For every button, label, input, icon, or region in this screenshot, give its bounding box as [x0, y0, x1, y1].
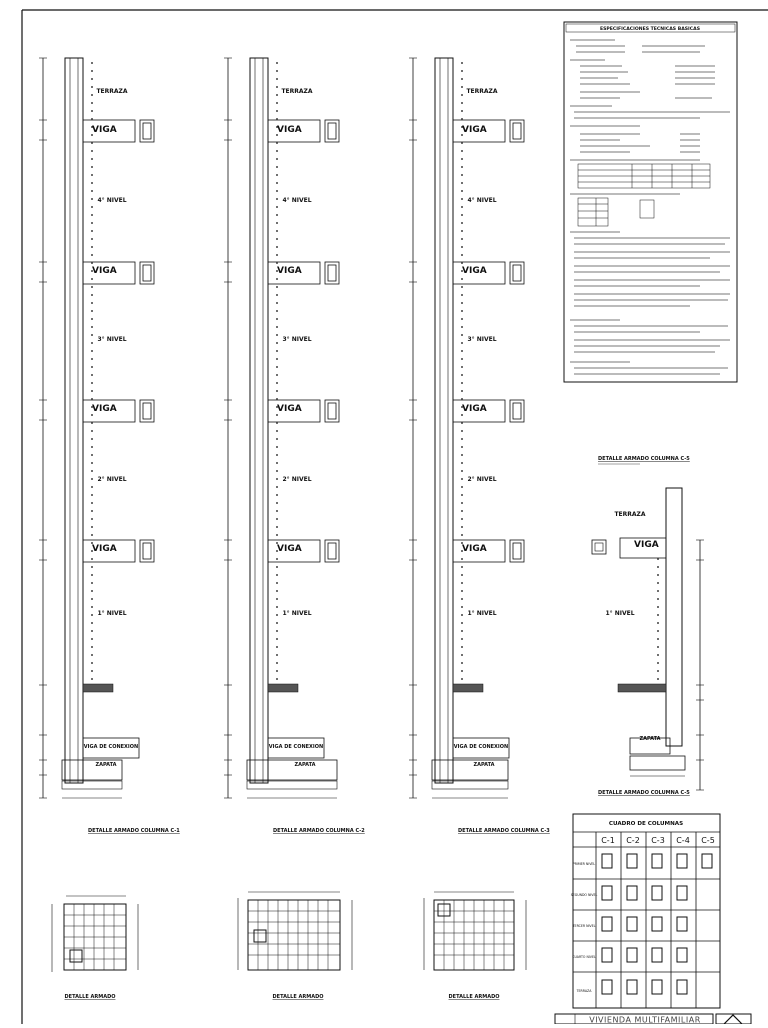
footing-plan-1	[52, 896, 138, 1000]
c5-column-body	[666, 488, 682, 746]
label-terraza: TERRAZA	[466, 88, 498, 95]
cuadro-title: CUADRO DE COLUMNAS	[608, 821, 684, 827]
ground-slab	[268, 684, 298, 692]
label-nivel-4: 4° NIVEL	[97, 197, 127, 204]
label-zapata: ZAPATA	[95, 762, 117, 768]
footing-plan-2	[238, 892, 352, 1000]
specifications-box	[564, 22, 737, 382]
c5-footing	[630, 756, 685, 770]
label-nivel-3: 3° NIVEL	[282, 336, 312, 343]
label-nivel-2: 2° NIVEL	[97, 476, 127, 483]
label-nivel-2: 2° NIVEL	[282, 476, 312, 483]
label-nivel-4: 4° NIVEL	[282, 197, 312, 204]
label-viga: VIGA	[462, 266, 487, 276]
label-viga-conexion: VIGA DE CONEXION	[453, 744, 509, 750]
cuadro-row-2: SEGUNDO NIVEL	[570, 893, 598, 897]
c5-label-nivel-1: 1° NIVEL	[605, 610, 635, 617]
cuadro-row-1: PRIMER NIVEL	[572, 862, 596, 866]
title-block	[555, 1014, 751, 1024]
ground-slab	[453, 684, 483, 692]
project-name: VIVIENDA MULTIFAMILIAR	[589, 1015, 701, 1024]
label-zapata: ZAPATA	[294, 762, 316, 768]
caption-column: DETALLE ARMADO COLUMNA C-2	[273, 828, 365, 834]
label-nivel-3: 3° NIVEL	[97, 336, 127, 343]
label-viga: VIGA	[462, 125, 487, 135]
label-terraza: TERRAZA	[281, 88, 313, 95]
footing-1-caption: DETALLE ARMADO	[64, 994, 116, 1000]
label-viga: VIGA	[462, 544, 487, 554]
label-viga: VIGA	[92, 266, 117, 276]
label-viga: VIGA	[92, 544, 117, 554]
label-viga: VIGA	[277, 125, 302, 135]
label-terraza: TERRAZA	[96, 88, 128, 95]
ground-slab	[83, 684, 113, 692]
footing-3-caption: DETALLE ARMADO	[448, 994, 500, 1000]
label-viga: VIGA	[277, 544, 302, 554]
logo-icon	[724, 1015, 742, 1024]
cuadro-header-c1: C-1	[601, 836, 615, 845]
label-nivel-4: 4° NIVEL	[467, 197, 497, 204]
label-viga: VIGA	[277, 266, 302, 276]
column-elevation-c5	[592, 456, 704, 796]
cuadro-header-c2: C-2	[626, 836, 640, 845]
column-elevation-c3	[409, 58, 550, 834]
label-viga-conexion: VIGA DE CONEXION	[83, 744, 139, 750]
specs-title: ESPECIFICACIONES TECNICAS BASICAS	[599, 27, 701, 32]
c5-label-terraza: TERRAZA	[614, 511, 646, 518]
label-viga: VIGA	[462, 404, 487, 414]
label-viga: VIGA	[92, 404, 117, 414]
column-body	[65, 58, 83, 783]
label-viga: VIGA	[277, 404, 302, 414]
cuadro-row-5: TERRAZA	[576, 989, 592, 993]
label-nivel-1: 1° NIVEL	[97, 610, 127, 617]
cuadro-header-c3: C-3	[651, 836, 665, 845]
caption-c5-top: DETALLE ARMADO COLUMNA C-5	[598, 456, 690, 462]
label-nivel-3: 3° NIVEL	[467, 336, 497, 343]
label-nivel-1: 1° NIVEL	[282, 610, 312, 617]
c5-label-zapata: ZAPATA	[639, 736, 661, 742]
cuadro-section-icons	[602, 854, 712, 994]
footing-plan-3	[424, 892, 526, 1000]
c5-label-viga: VIGA	[634, 540, 659, 550]
caption-column: DETALLE ARMADO COLUMNA C-3	[458, 828, 550, 834]
column-body	[250, 58, 268, 783]
cuadro-header-c5: C-5	[701, 836, 715, 845]
footing-2-caption: DETALLE ARMADO	[272, 994, 324, 1000]
cuadro-header-c4: C-4	[676, 836, 690, 845]
label-nivel-1: 1° NIVEL	[467, 610, 497, 617]
footing	[247, 760, 337, 780]
column-elevation-c1	[39, 58, 180, 834]
caption-column: DETALLE ARMADO COLUMNA C-1	[88, 828, 180, 834]
cuadro-row-4: CUARTO NIVEL	[572, 955, 596, 959]
label-zapata: ZAPATA	[473, 762, 495, 768]
label-viga: VIGA	[92, 125, 117, 135]
cuadro-de-columnas	[571, 814, 720, 1008]
label-nivel-2: 2° NIVEL	[467, 476, 497, 483]
column-elevation-c2	[224, 58, 365, 834]
column-body	[435, 58, 453, 783]
cuadro-row-3: TERCER NIVEL	[572, 924, 596, 928]
caption-c5-bottom: DETALLE ARMADO COLUMNA C-5	[598, 790, 690, 796]
label-viga-conexion: VIGA DE CONEXION	[268, 744, 324, 750]
footing	[432, 760, 508, 780]
